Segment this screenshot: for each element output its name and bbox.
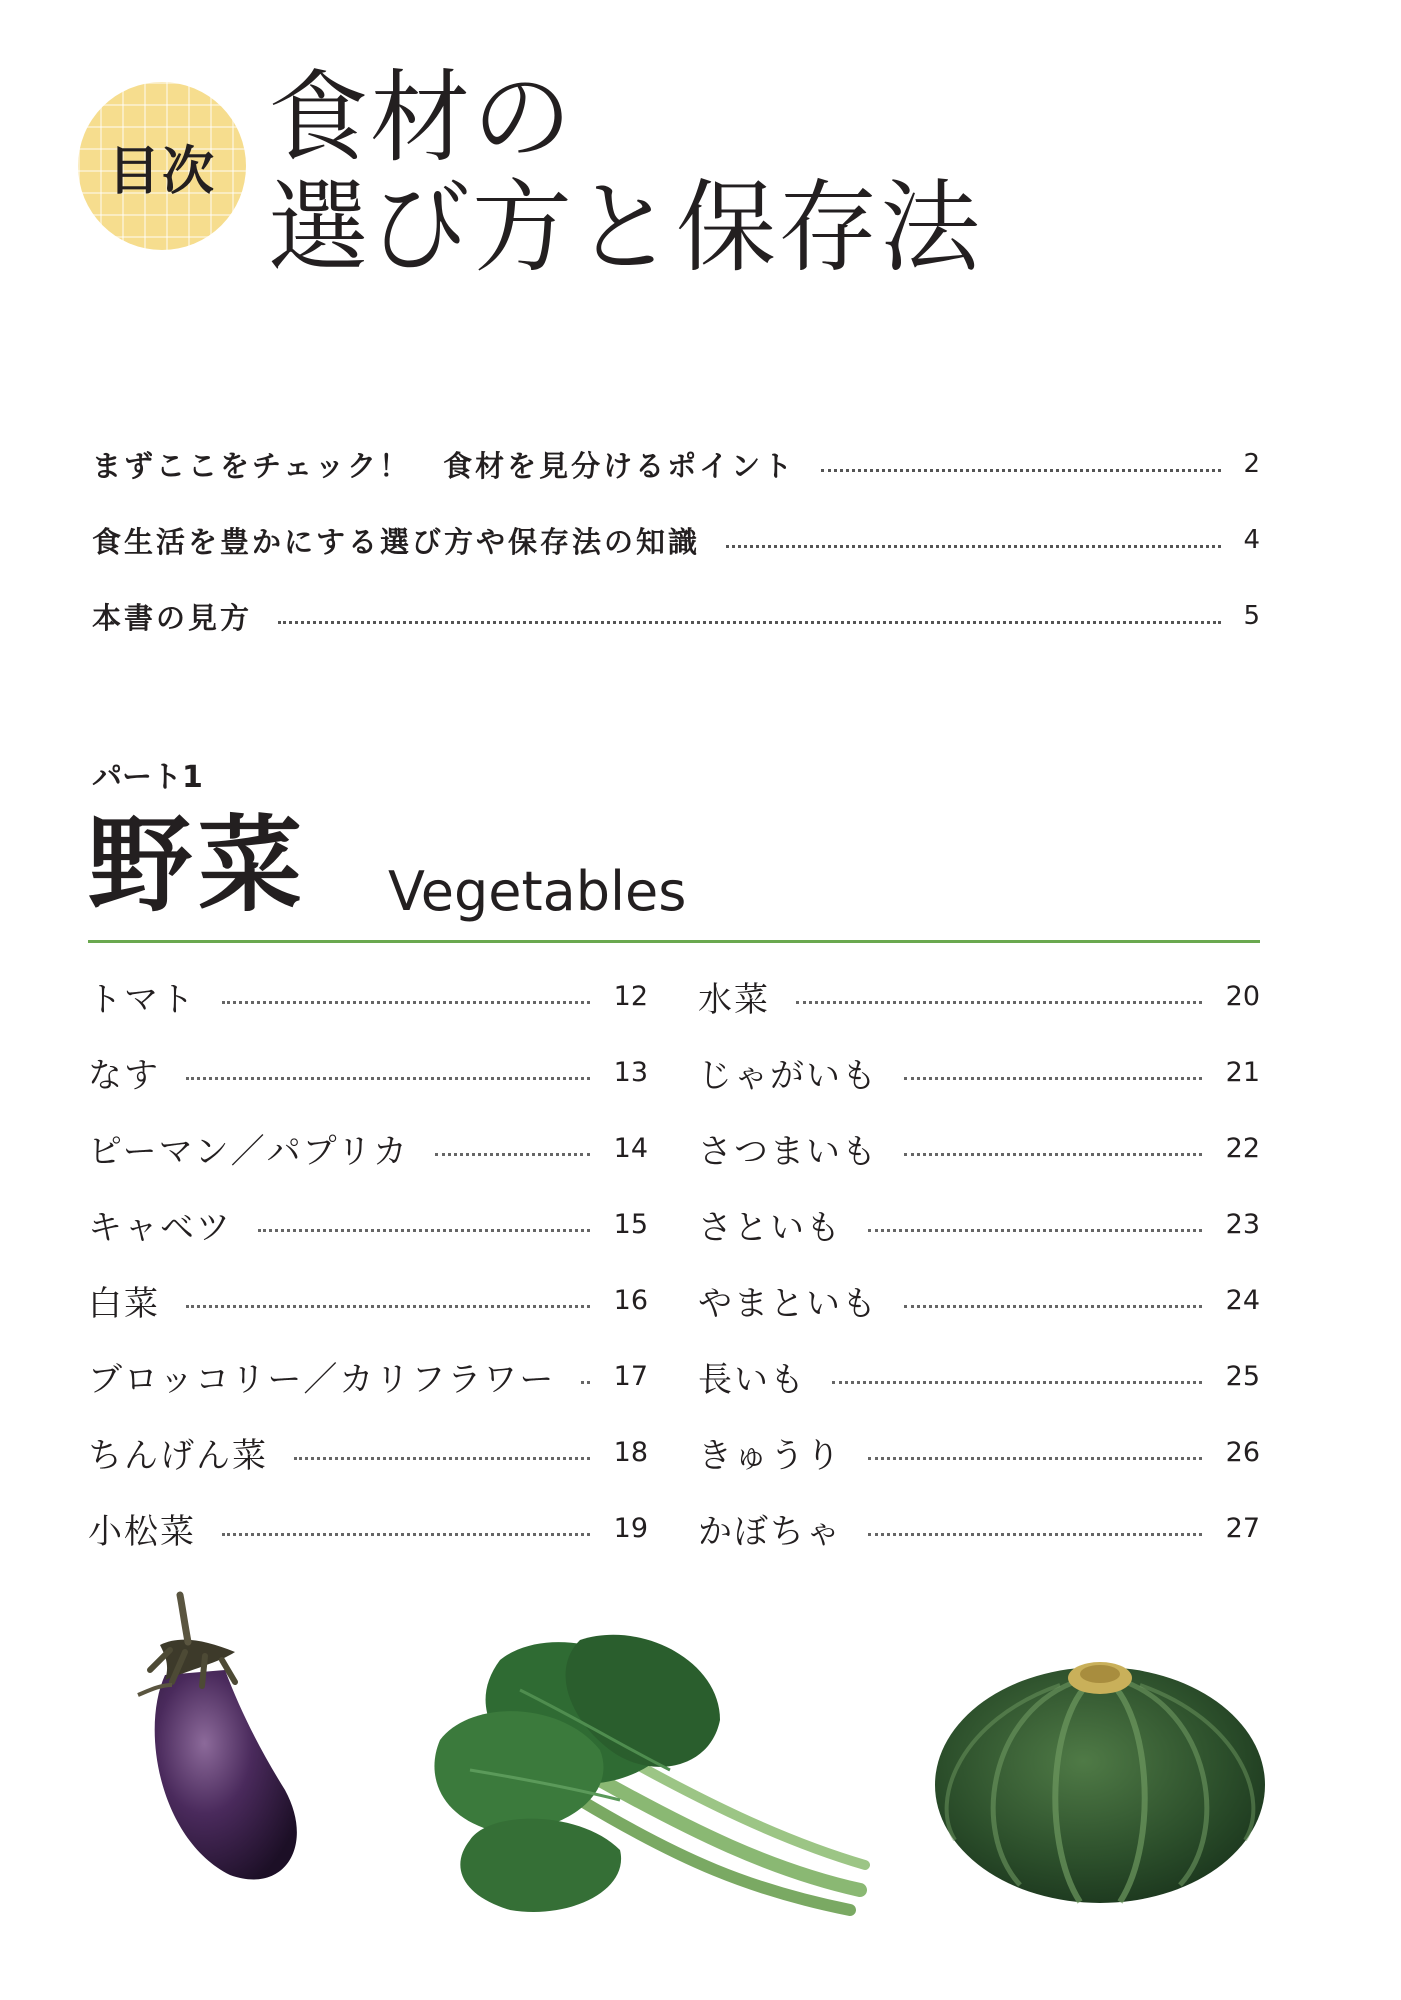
dot-leader bbox=[832, 1381, 1202, 1384]
vegetable-entry[interactable] bbox=[698, 1048, 1260, 1096]
vegetable-entry[interactable] bbox=[698, 1352, 1260, 1400]
vegetable-entry[interactable] bbox=[88, 1048, 648, 1096]
vegetable-page: 23 bbox=[1225, 1208, 1260, 1240]
toc-entry-page: 5 bbox=[1243, 601, 1260, 631]
dot-leader bbox=[821, 469, 1221, 472]
toc-entry[interactable] bbox=[92, 444, 1260, 484]
vegetable-page: 16 bbox=[613, 1284, 648, 1316]
vegetable-label: キャベツ bbox=[88, 1207, 232, 1248]
vegetable-label: じゃがいも bbox=[698, 1055, 878, 1096]
toc-entry-label: 食生活を豊かにする選び方や保存法の知識 bbox=[92, 524, 701, 559]
vegetable-label: ピーマン／パプリカ bbox=[88, 1131, 409, 1172]
vegetable-entry[interactable] bbox=[88, 1276, 648, 1324]
vegetable-page: 13 bbox=[613, 1056, 648, 1088]
dot-leader bbox=[258, 1229, 590, 1232]
vegetable-page: 26 bbox=[1225, 1436, 1260, 1468]
dot-leader bbox=[581, 1381, 589, 1384]
vegetable-page: 25 bbox=[1225, 1360, 1260, 1392]
dot-leader bbox=[186, 1305, 590, 1308]
dot-leader bbox=[868, 1457, 1202, 1460]
vegetable-page: 14 bbox=[613, 1132, 648, 1164]
komatsuna-illustration bbox=[430, 1630, 880, 1930]
vegetable-label: トマト bbox=[88, 979, 196, 1020]
vegetable-entry[interactable] bbox=[88, 1504, 648, 1552]
vegetable-entry[interactable] bbox=[698, 1200, 1260, 1248]
toc-entry[interactable] bbox=[92, 520, 1260, 560]
page-title-line2: 選び方と保存法 bbox=[268, 169, 982, 286]
vegetable-label: 白菜 bbox=[88, 1283, 160, 1324]
vegetable-entry[interactable] bbox=[698, 1124, 1260, 1172]
dot-leader bbox=[435, 1153, 590, 1156]
vegetable-label: かぼちゃ bbox=[698, 1511, 842, 1552]
dot-leader bbox=[726, 545, 1221, 548]
vegetable-label: さつまいも bbox=[698, 1131, 878, 1172]
dot-leader bbox=[904, 1305, 1202, 1308]
vegetable-label: きゅうり bbox=[698, 1435, 842, 1476]
vegetable-label: さといも bbox=[698, 1207, 842, 1248]
toc-badge: 目次 bbox=[78, 82, 246, 250]
vegetable-entry[interactable] bbox=[698, 972, 1260, 1020]
vegetable-entry[interactable] bbox=[88, 1124, 648, 1172]
toc-entry-page: 2 bbox=[1243, 449, 1260, 479]
dot-leader bbox=[186, 1077, 590, 1080]
vegetable-page: 20 bbox=[1225, 980, 1260, 1012]
vegetable-entry[interactable] bbox=[88, 1200, 648, 1248]
toc-entry[interactable] bbox=[92, 596, 1260, 636]
dot-leader bbox=[904, 1153, 1202, 1156]
vegetable-entry[interactable] bbox=[88, 1352, 648, 1400]
dot-leader bbox=[294, 1457, 590, 1460]
toc-entry-label: 本書の見方 bbox=[92, 600, 253, 635]
dot-leader bbox=[222, 1001, 590, 1004]
vegetable-page: 21 bbox=[1225, 1056, 1260, 1088]
vegetable-label: なす bbox=[88, 1055, 160, 1096]
vegetable-entry[interactable] bbox=[698, 1276, 1260, 1324]
dot-leader bbox=[868, 1229, 1202, 1232]
vegetable-page: 24 bbox=[1225, 1284, 1260, 1316]
vegetable-entry[interactable] bbox=[698, 1428, 1260, 1476]
vegetable-page: 18 bbox=[613, 1436, 648, 1468]
vegetable-label: 水菜 bbox=[698, 979, 770, 1020]
dot-leader bbox=[796, 1001, 1202, 1004]
vegetable-label: ブロッコリー／カリフラワー bbox=[88, 1359, 556, 1400]
part-title: 野菜 bbox=[88, 804, 309, 926]
vegetable-entry[interactable] bbox=[698, 1504, 1260, 1552]
dot-leader bbox=[904, 1077, 1202, 1080]
vegetable-page: 12 bbox=[613, 980, 648, 1012]
dot-leader bbox=[868, 1533, 1202, 1536]
page-title-line1: 食材の bbox=[268, 59, 574, 176]
eggplant-illustration bbox=[110, 1590, 330, 1890]
vegetable-label: ちんげん菜 bbox=[88, 1435, 268, 1476]
vegetable-page: 17 bbox=[613, 1360, 648, 1392]
vegetable-label: やまといも bbox=[698, 1283, 878, 1324]
vegetable-page: 15 bbox=[613, 1208, 648, 1240]
vegetable-label: 長いも bbox=[698, 1359, 806, 1400]
dot-leader bbox=[278, 621, 1221, 624]
dot-leader bbox=[222, 1533, 590, 1536]
part-subtitle: Vegetables bbox=[388, 860, 687, 923]
vegetable-page: 27 bbox=[1225, 1512, 1260, 1544]
vegetable-page: 22 bbox=[1225, 1132, 1260, 1164]
vegetable-page: 19 bbox=[613, 1512, 648, 1544]
toc-entry-label: まずここをチェック！ 食材を見分けるポイント bbox=[92, 448, 796, 483]
vegetable-entry[interactable] bbox=[88, 972, 648, 1020]
vegetable-entry[interactable] bbox=[88, 1428, 648, 1476]
part-label: パート1 bbox=[92, 760, 203, 795]
part-divider bbox=[88, 940, 1260, 943]
pumpkin-illustration bbox=[930, 1640, 1270, 1910]
vegetable-label: 小松菜 bbox=[88, 1511, 196, 1552]
toc-entry-page: 4 bbox=[1243, 525, 1260, 555]
